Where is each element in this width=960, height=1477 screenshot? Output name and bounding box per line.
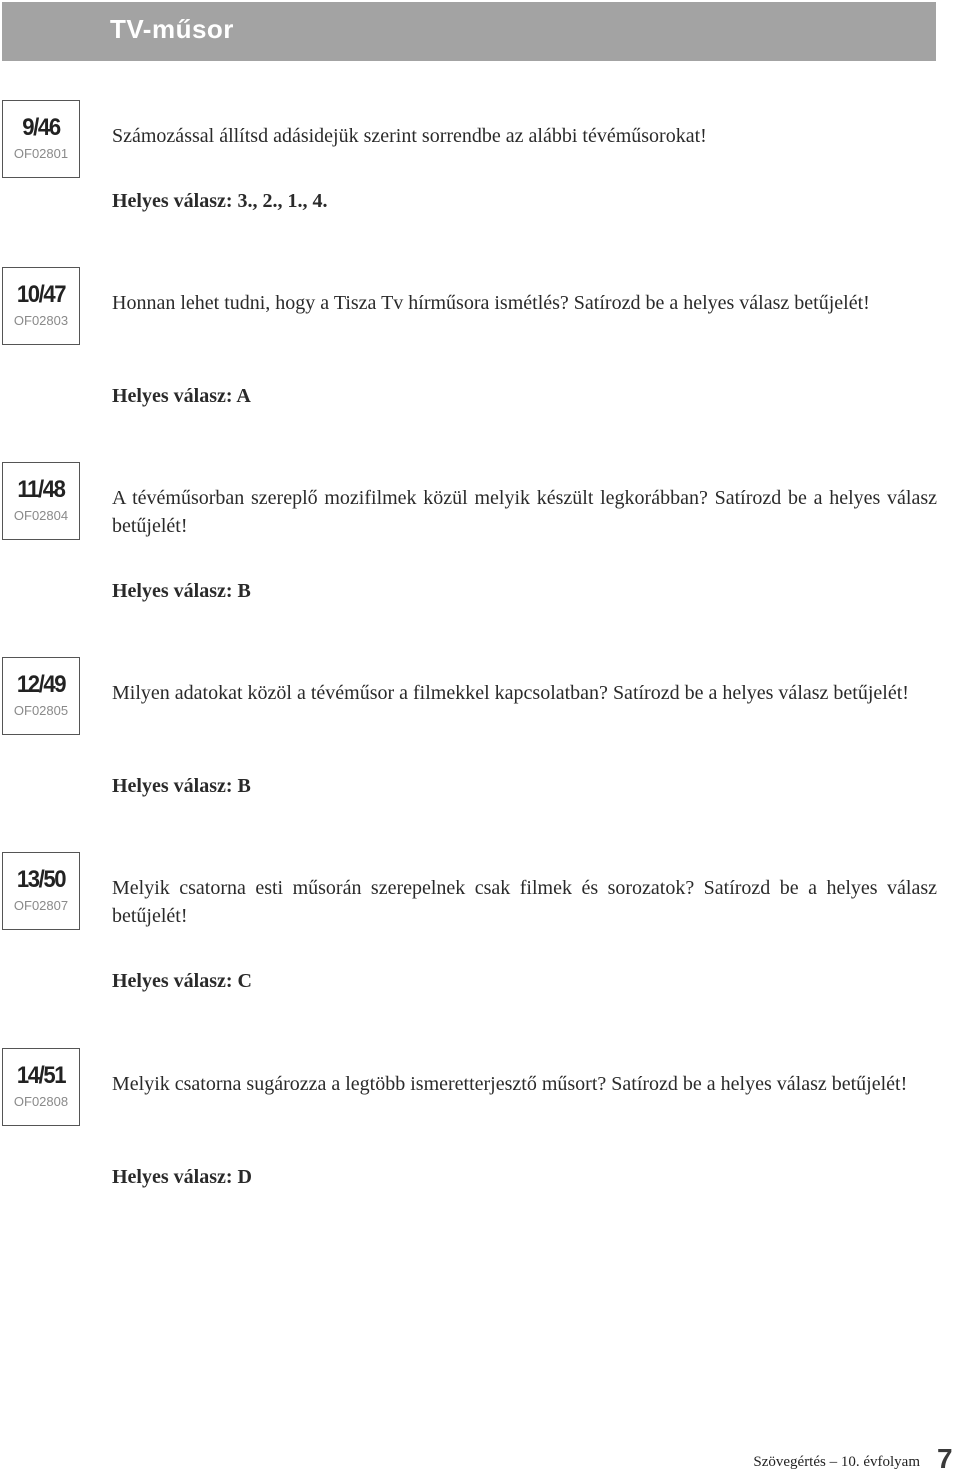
task-question: Melyik csatorna sugározza a legtöbb ismeretterjesztő műsort? Satírozd be a helyes válasz betűjelét! — [112, 1073, 908, 1095]
task-number: 12/49 — [16, 671, 66, 698]
task-number: 11/48 — [17, 476, 65, 503]
page-number: 7 — [937, 1443, 953, 1474]
task-number-box — [2, 267, 80, 345]
task-question: A tévéműsorban szereplő mozifilmek közül melyik készült legkorábban? Satírozd be a helyes válasz betűjelét! — [112, 487, 937, 537]
task-code: OF02803 — [13, 313, 69, 328]
task-answer: Helyes válasz: 3., 2., 1., 4. — [112, 190, 328, 212]
task-question: Számozással állítsd adásidejük szerint sorrendbe az alábbi tévéműsorokat! — [112, 125, 707, 147]
task-code: OF02804 — [13, 508, 69, 523]
task-code: OF02801 — [13, 146, 69, 161]
task-code: OF02805 — [13, 703, 69, 718]
task-number: 9/46 — [22, 114, 60, 141]
task-number-box — [2, 657, 80, 735]
task-answer: Helyes válasz: B — [112, 580, 251, 602]
task-answer: Helyes válasz: C — [112, 970, 252, 992]
task-answer: Helyes válasz: B — [112, 775, 251, 797]
task-question: Honnan lehet tudni, hogy a Tisza Tv hírműsora ismétlés? Satírozd be a helyes válasz betűjelét! — [112, 292, 870, 314]
task-number: 14/51 — [16, 1062, 66, 1089]
section-title: TV-műsor — [110, 14, 234, 44]
task-number: 13/50 — [16, 866, 66, 893]
task-question: Milyen adatokat közöl a tévéműsor a filmekkel kapcsolatban? Satírozd be a helyes válasz betűjelét! — [112, 682, 909, 704]
task-code: OF02807 — [13, 898, 69, 913]
task-number-box — [2, 852, 80, 930]
task-number: 10/47 — [16, 281, 66, 308]
task-code: OF02808 — [13, 1094, 69, 1109]
task-answer: Helyes válasz: D — [112, 1166, 252, 1188]
task-number-box — [2, 100, 80, 178]
page-footer-text: Szövegértés – 10. évfolyam — [753, 1454, 920, 1470]
task-number-box — [2, 462, 80, 540]
task-answer: Helyes válasz: A — [112, 385, 251, 407]
task-question: Melyik csatorna esti műsorán szerepelnek csak filmek és sorozatok? Satírozd be a helyes válasz betűjelét! — [112, 877, 937, 927]
task-number-box — [2, 1048, 80, 1126]
